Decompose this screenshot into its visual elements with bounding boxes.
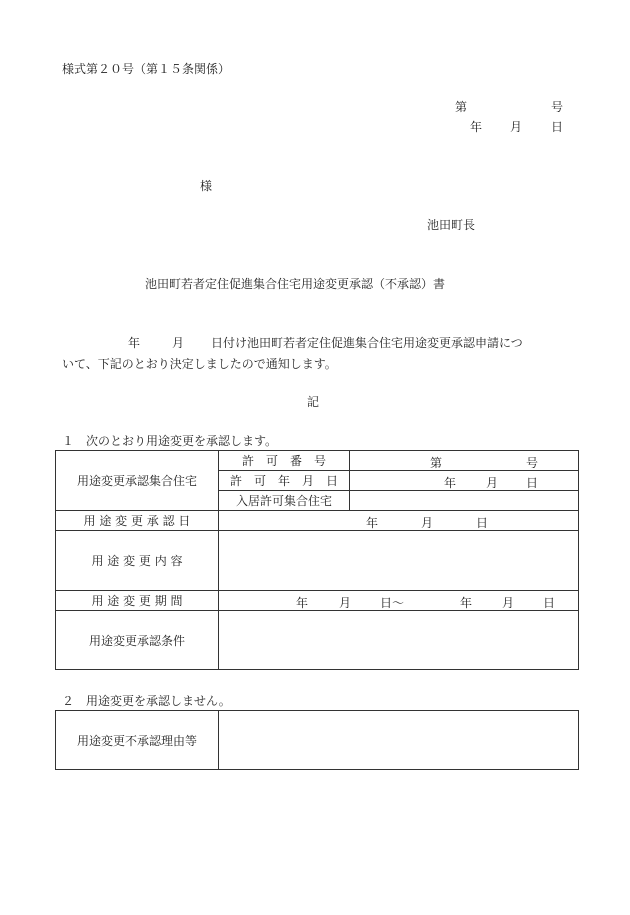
reason-label: 用途変更不承認理由等 [56,711,219,770]
permit-number-suffix: 号 [526,456,539,470]
recipient-suffix: 様 [200,179,213,193]
period-label: 用 途 変 更 期 間 [56,591,219,611]
approval-date-label: 用 途 変 更 承 認 日 [56,511,219,531]
body-month: 月 [172,336,185,350]
sender-name: 池田町長 [427,218,476,232]
period-from-day: 日〜 [380,596,405,610]
conditions-field[interactable] [219,611,579,670]
permit-date-field[interactable] [350,471,579,491]
doc-date-day: 日 [551,120,564,134]
section1-heading: １ 次のとおり用途変更を承認します。 [62,434,278,448]
doc-number-prefix: 第 [455,100,468,114]
permit-date-day: 日 [526,476,539,490]
reason-field[interactable] [219,711,579,770]
permit-number-prefix: 第 [430,456,443,470]
residence-label: 入居許可集合住宅 [219,491,350,511]
approval-date-year: 年 [366,516,379,530]
document-title: 池田町若者定住促進集合住宅用途変更承認（不承認）書 [145,277,446,291]
ki-heading: 記 [307,395,320,409]
rejection-table [55,710,579,770]
permit-date-year: 年 [444,476,457,490]
period-to-month: 月 [502,596,515,610]
period-from-year: 年 [296,596,309,610]
period-from-month: 月 [339,596,352,610]
section2-heading: ２ 用途変更を承認しません。 [62,694,231,708]
approval-date-field[interactable] [219,511,579,531]
housing-label: 用途変更承認集合住宅 [56,451,219,511]
content-label: 用 途 変 更 内 容 [56,531,219,591]
permit-number-label: 許 可 番 号 [219,451,350,471]
period-field[interactable] [219,591,579,611]
content-field[interactable] [219,531,579,591]
permit-date-month: 月 [486,476,499,490]
permit-date-label: 許 可 年 月 日 [219,471,350,491]
doc-number-suffix: 号 [551,100,564,114]
period-to-year: 年 [460,596,473,610]
residence-field[interactable] [350,491,579,511]
doc-date-year: 年 [470,120,483,134]
body-year: 年 [128,336,141,350]
body-line-2: いて、下記のとおり決定しましたので通知します。 [62,357,337,371]
permit-number-field[interactable] [350,451,579,471]
conditions-label: 用途変更承認条件 [56,611,219,670]
body-line-1: 日付け池田町若者定住促進集合住宅用途変更承認申請につ [211,336,523,350]
form-number: 様式第２０号（第１５条関係） [62,62,231,76]
approval-date-day: 日 [476,516,489,530]
doc-date-month: 月 [510,120,523,134]
period-to-day: 日 [543,596,556,610]
approval-date-month: 月 [421,516,434,530]
approval-table [55,450,579,670]
